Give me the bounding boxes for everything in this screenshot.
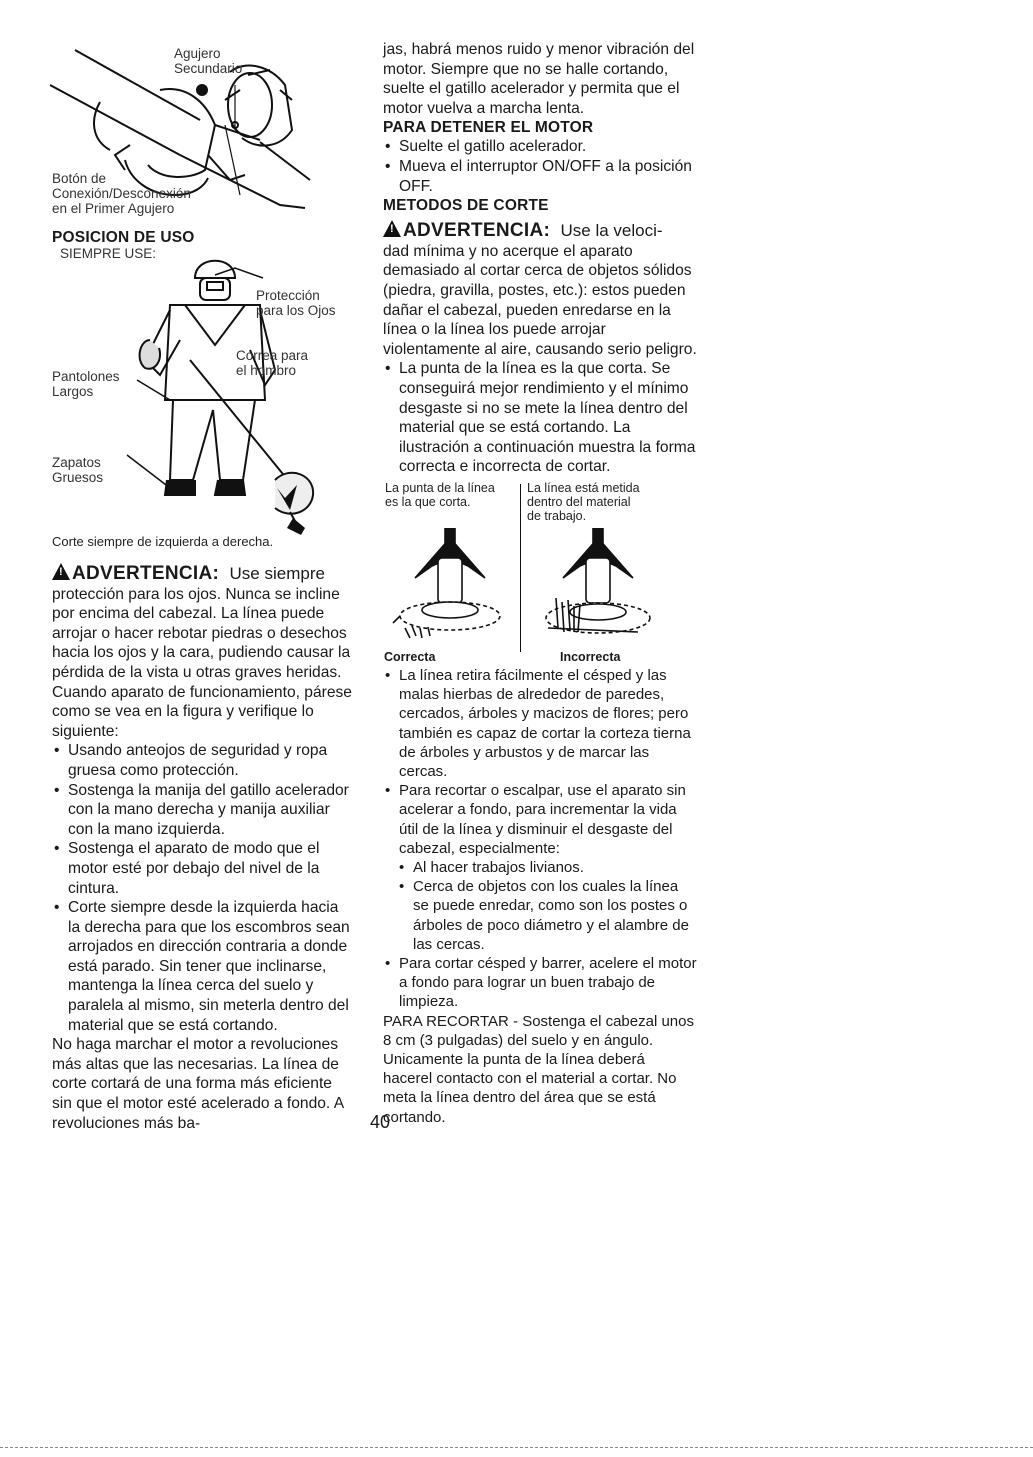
label-line: Largos — [52, 384, 94, 399]
warning-text-first: Use siempre — [229, 564, 325, 583]
label-incorrect: Incorrecta — [560, 650, 621, 664]
always-use-label: SIEMPRE USE: — [60, 246, 157, 261]
stop-engine-heading: PARA DETENER EL MOTOR — [383, 119, 594, 137]
label-connect-button — [52, 171, 191, 216]
label-line: Conexión/Desconexión — [52, 186, 191, 201]
cutting-methods-heading: METODOS DE CORTE — [383, 197, 549, 215]
list-item: • Cerca de objetos con los cuales la línea se puede enredar, como son los postes o árboles de poco diámetro y el alambre de las cercas. — [397, 877, 698, 954]
intro-paragraph: Cuando aparato de funcionamiento, párese como se vea en la figura y verifique lo siguiente: — [52, 683, 352, 740]
caption-line: La línea está metida — [527, 481, 640, 495]
warning-icon: ! — [383, 220, 401, 237]
list-item: • La punta de la línea es la que corta. Se conseguirá mejor rendimiento y el mínimo desgaste si no se mete la línea dentro del material que se está cortando. La ilustración a continuación muestra la forma correcta e incorrecta de cortar. — [383, 359, 698, 477]
caption-line: dentro del material — [527, 495, 631, 509]
list-item: • La línea retira fácilmente el césped y las malas hierbas de alrededor de paredes, cercados, árboles y macizos de flores; pero también es capaz de cortar la corteza tierna de árboles y arbustos y de marcar las cercas. — [383, 666, 698, 781]
label-line: Correa para — [236, 348, 309, 363]
left-column — [52, 562, 352, 1133]
list-item: • Sostenga la manija del gatillo acelerador con la mano derecha y manija auxiliar con la mano izquierda. — [52, 781, 352, 840]
usage-sublist — [383, 858, 698, 954]
right-column-top — [383, 40, 698, 477]
label-line: Protección — [256, 288, 320, 303]
label-long-pants — [52, 369, 120, 399]
caption-correct — [385, 481, 495, 509]
label-line: Pantolones — [52, 369, 120, 384]
caption-line: La punta de la línea — [385, 481, 495, 495]
trim-paragraph: PARA RECORTAR - Sostenga el cabezal unos 8 cm (3 pulgadas) del suelo y en ángulo. Unicamente la punta de la línea deberá hacerel contacto con el material a cortar. No meta la línea dentro del área que se está cortando. — [383, 1012, 694, 1126]
label-secondary-hole — [174, 46, 242, 76]
list-item: • Sostenga el aparato de modo que el motor esté por debajo del nivel de la cintura. — [52, 839, 352, 898]
label-line: Zapatos — [52, 455, 101, 470]
label-shoulder-strap — [236, 348, 308, 378]
incorrect-cutting-illustration — [538, 528, 668, 648]
figure-divider — [520, 484, 521, 652]
warning-title: ADVERTENCIA: — [403, 220, 551, 242]
list-item: • Para cortar césped y barrer, acelere el motor a fondo para lograr un buen trabajo de limpieza. — [383, 954, 698, 1012]
right-column-bottom — [383, 666, 698, 1127]
sweep-list — [383, 954, 698, 1012]
caption-line: es la que corta. — [385, 495, 471, 509]
label-line: para los Ojos — [256, 303, 336, 318]
label-line: Agujero — [174, 46, 221, 61]
continued-paragraph: jas, habrá menos ruido y menor vibración del motor. Siempre que no se halle cortando, suelte el gatillo acelerador y permita que el motor vuelva a marcha lenta. — [383, 41, 695, 117]
label-line: en el Primer Agujero — [52, 201, 175, 216]
list-item: • Suelte el gatillo acelerador. — [383, 137, 698, 157]
page-edge-rule — [0, 1447, 1033, 1448]
label-correct: Correcta — [384, 650, 436, 664]
list-item: • Al hacer trabajos livianos. — [397, 858, 698, 877]
warning-body: protección para los ojos. Nunca se incline por encima del cabezal. La línea puede arrojar o hacer rebotar piedras o desechos hacia los ojos y la cara, pudiendo causar la pérdida de la vista u otras graves heridas. — [52, 585, 351, 681]
label-eye-protection — [256, 288, 336, 318]
caption-line: de trabajo. — [527, 509, 587, 523]
checklist — [52, 741, 352, 1035]
rpm-paragraph: No haga marchar el motor a revoluciones más altas que las necesarias. La línea de corte cortará de una forma más eficiente sin que el motor esté acelerado a fondo. A revoluciones más ba- — [52, 1036, 344, 1132]
label-line: Gruesos — [52, 470, 104, 485]
warning-title: ADVERTENCIA: — [72, 563, 220, 584]
label-line: el hombro — [236, 363, 297, 378]
label-line: Secundario — [174, 61, 243, 76]
operator-caption: Corte siempre de izquierda a derecha. — [52, 534, 274, 549]
list-item: • Mueva el interruptor ON/OFF a la posición OFF. — [383, 157, 698, 196]
section-heading-position: POSICION DE USO — [52, 229, 195, 246]
stop-list — [383, 137, 698, 196]
list-item: • Usando anteojos de seguridad y ropa gruesa como protección. — [52, 741, 352, 780]
warning-speed — [383, 219, 698, 242]
list-item: • Corte siempre desde la izquierda hacia la derecha para que los escombros sean arrojados en dirección contraria a donde está parado. Sin tener que inclinarse, mantenga la línea cerca del suelo y paralela al mismo, sin meterla dentro del material que se está cortando. — [52, 898, 352, 1035]
warning-text-first: Use la veloci- — [560, 221, 663, 241]
warning-eye — [52, 562, 352, 585]
page-number: 40 — [370, 1112, 391, 1132]
correct-cutting-illustration — [390, 528, 520, 648]
tip-list — [383, 359, 698, 477]
label-heavy-shoes — [52, 455, 103, 485]
list-item: • Para recortar o escalpar, use el aparato sin acelerar a fondo, para incrementar la vida útil de la línea y disminuir el desgaste del cabezal, especialmente: — [383, 781, 698, 858]
usage-list — [383, 666, 698, 858]
label-line: Botón de — [52, 171, 107, 186]
warning-icon: ! — [52, 563, 70, 580]
warning-body: dad mínima y no acerque el aparato demasiado al cortar cerca de objetos sólidos (piedra, gravilla, postes, etc.): estos pueden dañar el cabezal, pueden enredarse en la línea o la línea los puede arrojar violentamente al aire, causando serio peligro. — [383, 242, 697, 358]
caption-incorrect — [527, 481, 640, 523]
